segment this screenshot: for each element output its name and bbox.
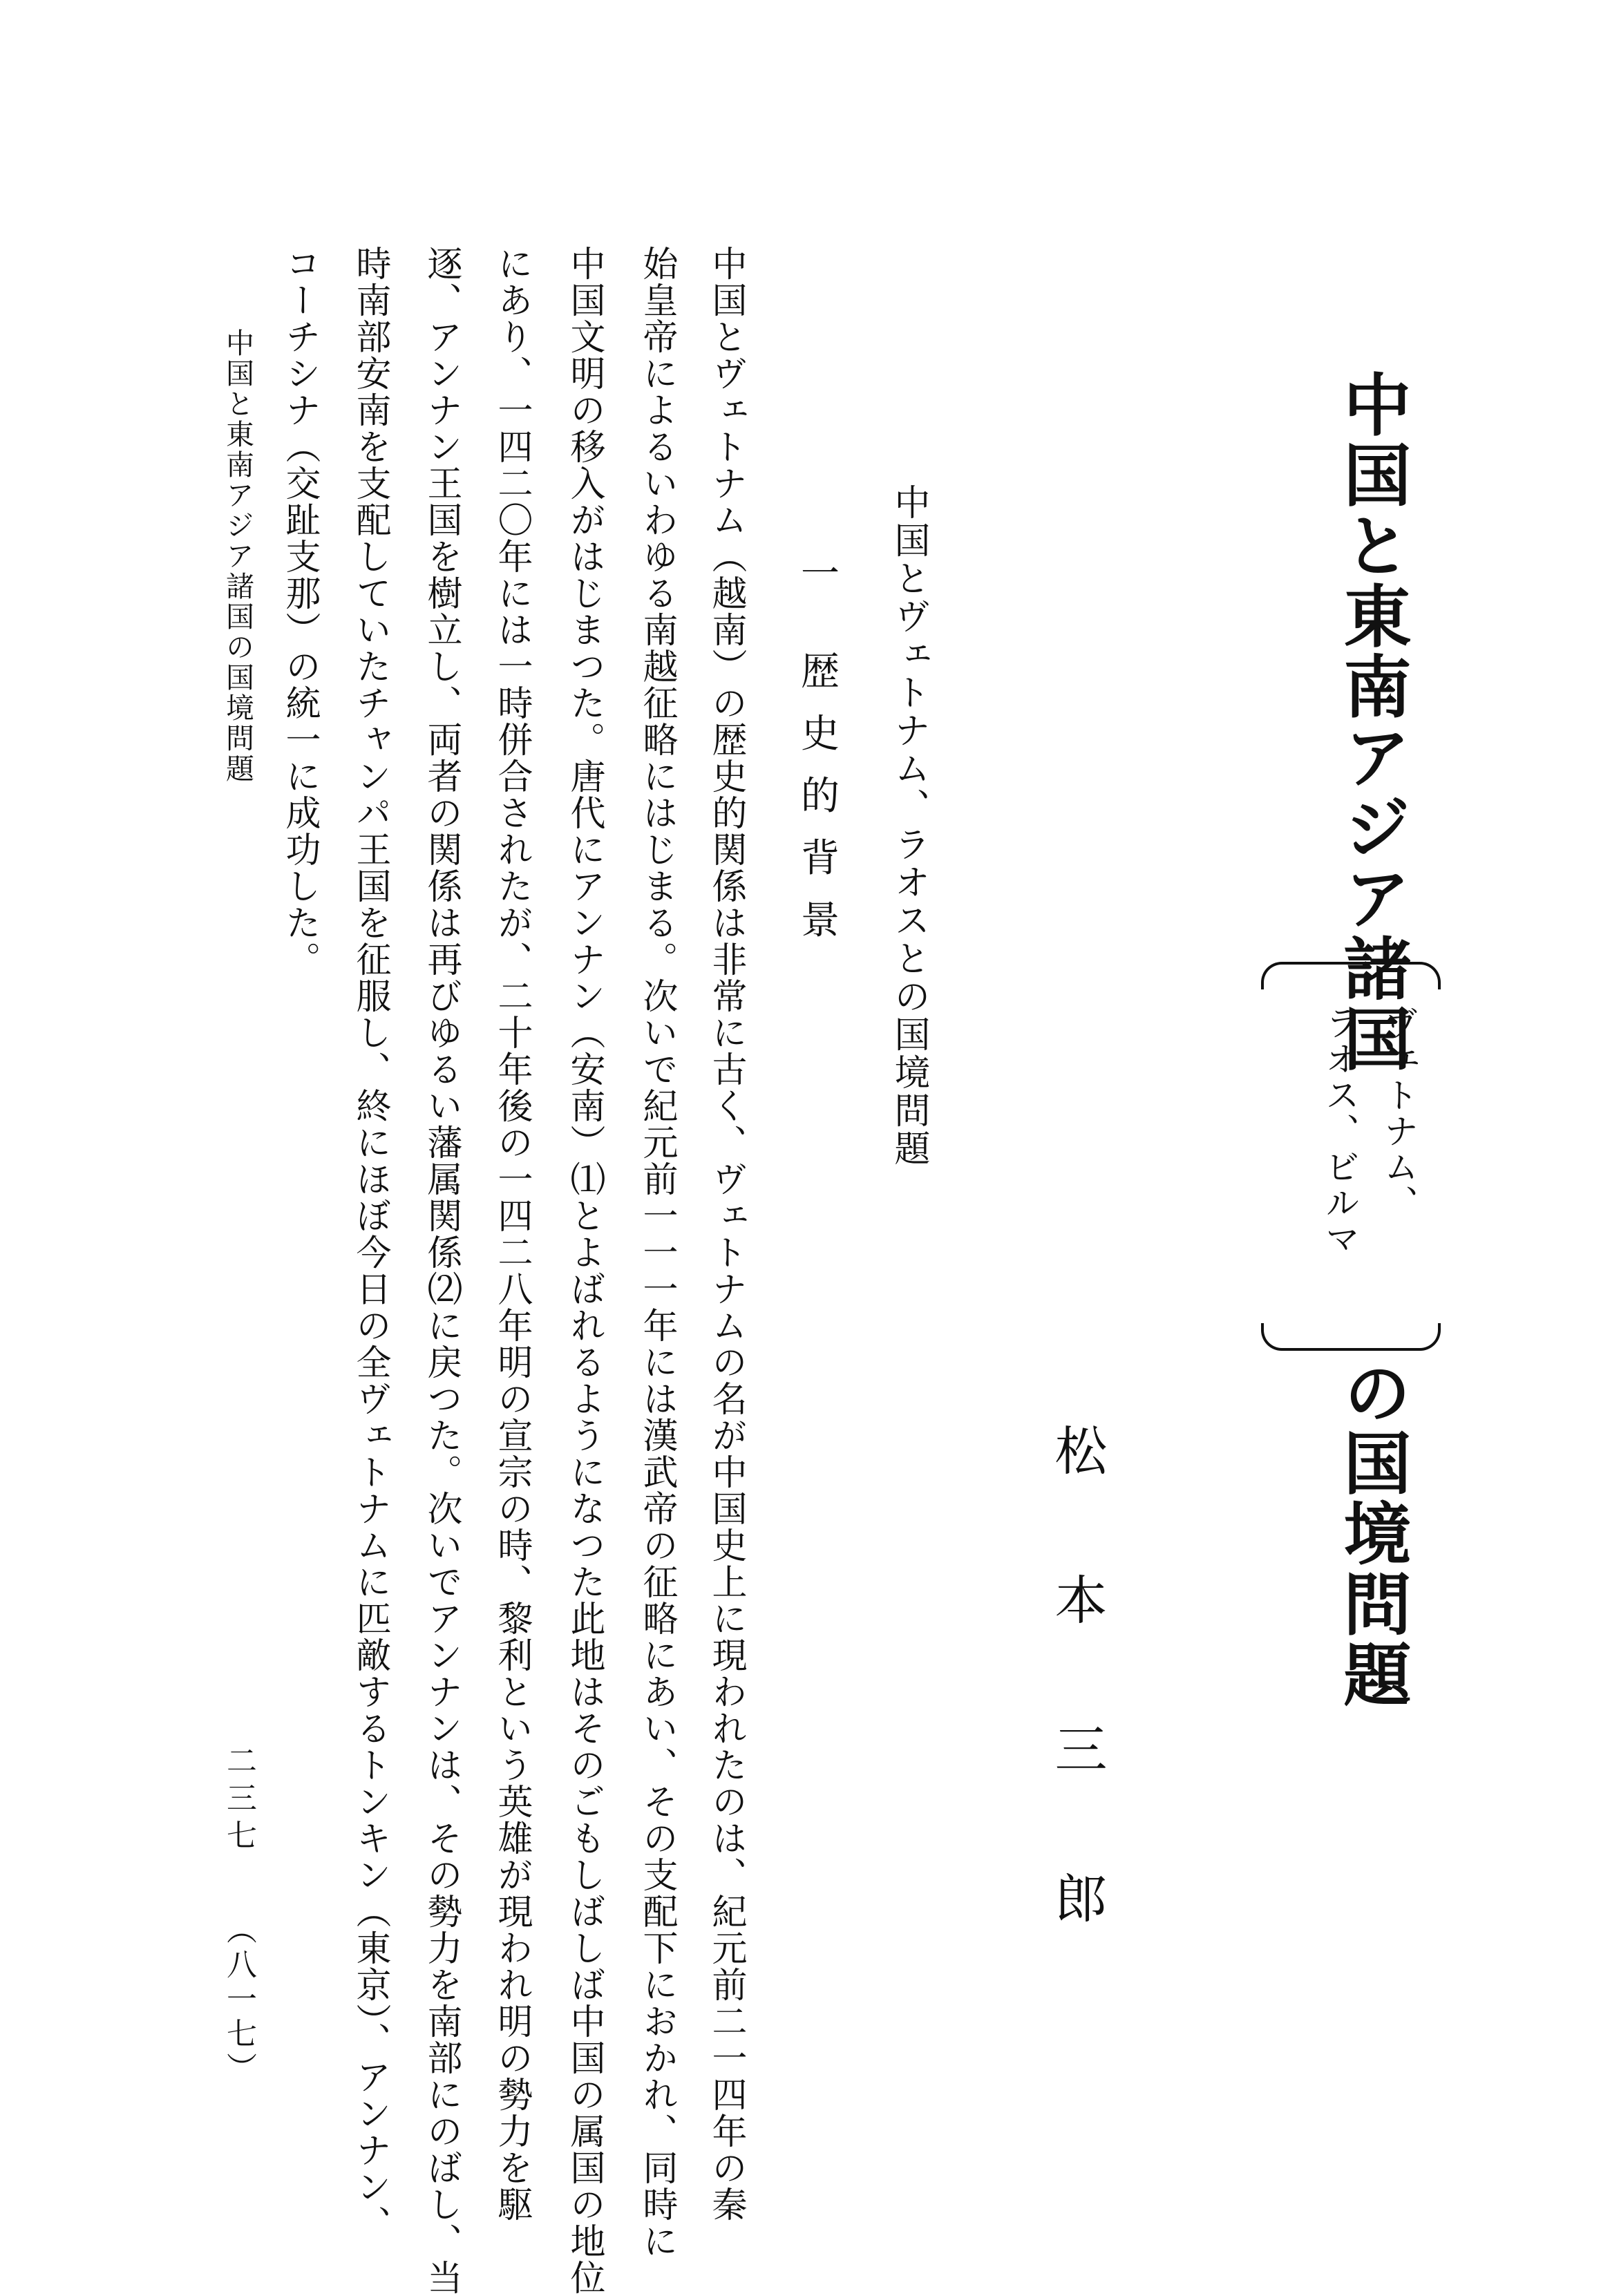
volume-page-number: （八一七） [221, 1914, 256, 2087]
article-title-part2: の国境問題 [1332, 1358, 1412, 1710]
running-title: 中国と東南アジア諸国の国境問題 [221, 328, 254, 784]
chapter-title: 中国とヴェトナム、ラオスとの国境問題 [888, 484, 929, 1168]
body-column-2: 始皇帝によるいわゆる南越征略にはじまる。次いで紀元前一一一年には漢武帝の征略にあい、その支配下におかれ、同時に [636, 245, 677, 2259]
body-column-6: 時南部安南を支配していたチャンパ王国を征服し、終にほぼ今日の全ヴェトナムに匹敵するトンキン（東京）、アンナン、 [350, 245, 390, 2242]
article-title-part1: 中国と東南アジア諸国 [1332, 370, 1412, 1074]
subtitle-bracket-bottom [1261, 1323, 1441, 1351]
section-heading: 一 歴史的背景 [795, 553, 840, 962]
body-column-4: にあり、一四二〇年には一時併合されたが、二十年後の一四二八年明の宣宗の時、黎利という英雄が現われ明の勢力を駆 [491, 245, 532, 2223]
body-column-7: コーチシナ（交趾支那）の統一に成功した。 [279, 245, 320, 978]
body-column-5: 逐、アンナン王国を樹立し、両者の関係は再びゆるい藩属関係⑵に戻つた。次いでアンナンは、その勢力を南部にのばし、当 [421, 245, 462, 2296]
subtitle-bracket-top [1261, 962, 1441, 989]
page-number: 二三七 [221, 1745, 256, 1857]
body-column-3: 中国文明の移入がはじまつた。唐代にアンナン（安南）⑴とよばれるようになつた此地はそのごもしばしば中国の属国の地位 [564, 245, 605, 2296]
article-subtitle-line1: ヴェトナム、 [1379, 1005, 1419, 1221]
body-column-1: 中国とヴェトナム（越南）の歴史的関係は非常に古く、ヴェトナムの名が中国史上に現われたのは、紀元前二一四年の秦 [705, 245, 746, 2223]
author-name: 松本三郎 [1046, 1423, 1108, 2020]
article-subtitle-line2: ラオス、ビルマ [1320, 1005, 1360, 1257]
